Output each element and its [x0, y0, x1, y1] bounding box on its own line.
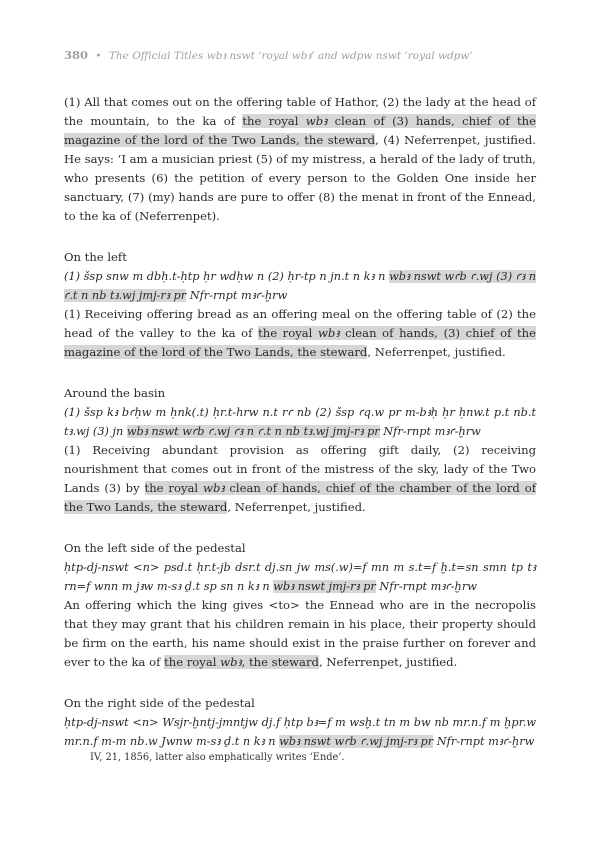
highlighted-title: wbꜣ nswt jmj-rꜣ pr: [273, 580, 376, 593]
running-header: [64, 48, 544, 62]
translation-basin: [64, 441, 536, 517]
highlighted-title: wbꜣ nswt wꜥb ꜥ.wj (3) ꜥꜣ n ꜥ.t n nb tꜣ.wj jmj-rꜣ pr: [64, 270, 536, 302]
highlight-text: clean of hands, chief of the chamber of the lord of the Two Lands, the steward: [64, 481, 536, 514]
transliteration-left: [64, 267, 536, 305]
section-heading-pedestal-right: On the right side of the pedestal: [64, 696, 255, 710]
text-segment: , Neferrenpet, justified.: [367, 345, 506, 359]
translit-segment: Nfr-rnpt mꜣꜥ-ḫrw: [186, 289, 288, 302]
text-segment: , Neferrenpet, justified.: [318, 655, 458, 669]
translation-left: [64, 305, 536, 362]
text-segment: (1) All that comes out on the offering table of Hathor, (2) the lady at the head of the mountain, to the ka of: [64, 95, 536, 128]
highlight-text: the royal: [144, 481, 204, 495]
highlighted-title: wbꜣ nswt wꜥb ꜥ.wj jmj-rꜣ pr: [279, 735, 434, 748]
transliteration-pedestal-left: [64, 558, 536, 596]
highlight-term: wbꜣ: [305, 114, 328, 128]
highlight-text: the royal: [242, 114, 306, 128]
highlighted-title: [164, 655, 319, 669]
page-number: 380: [64, 48, 89, 62]
highlight-text: the royal: [258, 326, 318, 340]
transliteration-pedestal-right: [64, 713, 536, 751]
header-separator: •: [95, 50, 102, 62]
section-heading-basin: Around the basin: [64, 386, 166, 400]
text-segment: , (4) Neferrenpet, justified. He says: ‘I am a musician priest (5) of my mistress, a herald of the lady of truth, who presents (6) the petition of every person to the Golden One inside her sanctuary, (7) (my) hands are pure to offer (8) the menat in front of the Ennead, to the ka of (Neferrenpet).: [64, 133, 536, 223]
highlight-text: clean of hands, (3) chief of the magazine of the lord of the Two Lands, the steward: [64, 326, 536, 359]
translit-segment: ḥtp-dj-nswt <n> Wsjr-ḫntj-jmntjw dj.f ḥtp bꜣ=f m wsḫ.t tn m bw nb mr.n.f m ḫpr.w mr.n.f m-m nb.w Jwnw m-sꜣ ḏ.t n kꜣ n: [64, 716, 536, 748]
highlight-text: , the steward: [241, 655, 319, 669]
text-segment: An offering which the king gives <to> the Ennead who are in the necropolis that they may grant that his children remain in his place, their property should be firm on the earth, his name should exist in the praise further on forever and ever to the ka of: [64, 598, 536, 669]
highlight-term: wbꜣ: [203, 481, 225, 495]
highlight-term: wbꜣ: [220, 655, 242, 669]
highlight-text: the royal: [164, 655, 221, 669]
footnote: IV, 21, 1856, latter also emphatically writes ‘Ende’.: [90, 752, 345, 763]
translit-segment: ḥtp-dj-nswt <n> psd.t ḥr.t-jb dsr.t dj.sn jw ms(.w)=f mn m s.t=f ḫ.t=sn smn tp tꜣ rn=f wnn m jꜣw m-sꜣ ḏ.t sp sn n kꜣ n: [64, 561, 536, 593]
translit-segment: (1) šsp snw m dbḥ.t-ḥtp ḥr wdḥw n (2) ḥr-tp n jn.t n kꜣ n: [64, 270, 390, 283]
translit-segment: Nfr-rnpt mꜣꜥ-ḫrw: [379, 425, 481, 438]
main-text: [64, 93, 536, 751]
highlight-term: wbꜣ: [318, 326, 340, 340]
text-segment: (1) Receiving abundant provision as offering gift daily, (2) receiving nourishment that comes out in front of the mistress of the sky, lady of the Two Lands (3) by: [64, 443, 536, 495]
translit-segment: Nfr-rnpt mꜣꜥ-ḫrw: [375, 580, 477, 593]
running-title: The Official Titles wbꜣ nswt ‘royal wbꜣ’ and wdpw nswt ‘royal wdpw’: [108, 50, 473, 62]
text-segment: , Neferrenpet, justified.: [227, 500, 366, 514]
highlighted-title: wbꜣ nswt wꜥb ꜥ.wj ꜥꜣ n ꜥ.t n nb tꜣ.wj jmj-rꜣ pr: [126, 425, 380, 438]
section-heading-left: On the left: [64, 250, 127, 264]
highlight-text: clean of (3) hands, chief of the magazine of the lord of the Two Lands, the steward: [64, 114, 536, 147]
translit-segment: (1) šsp kꜣ bꜥḥw m ḥnk(.t) ḥr.t-hrw n.t rꜥ nb (2) šsp ꜥq.w pr m-bꜣḥ ḥr ḥnw.t p.t nb.t tꜣ.wj (3) jn: [64, 406, 536, 438]
transliteration-basin: [64, 403, 536, 441]
translit-segment: Nfr-rnpt mꜣꜥ-ḫrw: [433, 735, 535, 748]
section-heading-pedestal-left: On the left side of the pedestal: [64, 541, 246, 555]
text-segment: (1) Receiving offering bread as an offering meal on the offering table of (2) the head of the valley to the ka of: [64, 307, 536, 340]
intro-paragraph: [64, 93, 536, 226]
translation-pedestal-left: [64, 596, 536, 672]
